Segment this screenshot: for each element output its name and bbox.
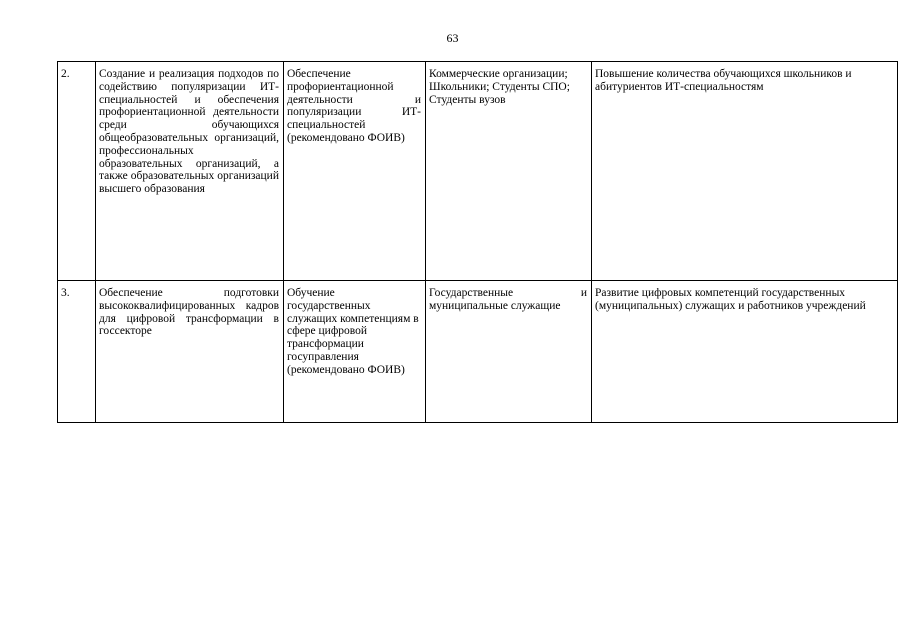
table-row — [58, 281, 898, 423]
measure-name-cell: Обеспечение подготовки высококвалифицированных кадров для цифровой трансформации в госсекторе — [96, 281, 284, 423]
expected-result-cell: Развитие цифровых компетенций государственных (муниципальных) служащих и работников учреждений — [592, 281, 898, 423]
activity-cell: Обучение государственных служащих компетенциям в сфере цифровой трансформации госуправления (рекомендовано ФОИВ) — [284, 281, 426, 423]
target-audience-cell: Коммерческие организации; Школьники; Студенты СПО; Студенты вузов — [426, 62, 592, 281]
target-audience-cell: Государственные и муниципальные служащие — [426, 281, 592, 423]
row-number-cell: 3. — [58, 281, 96, 423]
page-number: 63 — [446, 31, 459, 45]
activity-cell: Обеспечение профориентационной деятельности и популяризации ИТ-специальностей (рекомендовано ФОИВ) — [284, 62, 426, 281]
measures-table — [57, 61, 898, 423]
row-number-cell: 2. — [58, 62, 96, 281]
table-row — [58, 62, 898, 281]
expected-result-cell: Повышение количества обучающихся школьников и абитуриентов ИТ-специальностям — [592, 62, 898, 281]
measure-name-cell: Создание и реализация подходов по содействию популяризации ИТ-специальностей и обеспечения профориентационной деятельности среди обучающихся общеобразовательных организаций, профессиональных образовательных организаций, а также образовательных организаций высшего образования — [96, 62, 284, 281]
